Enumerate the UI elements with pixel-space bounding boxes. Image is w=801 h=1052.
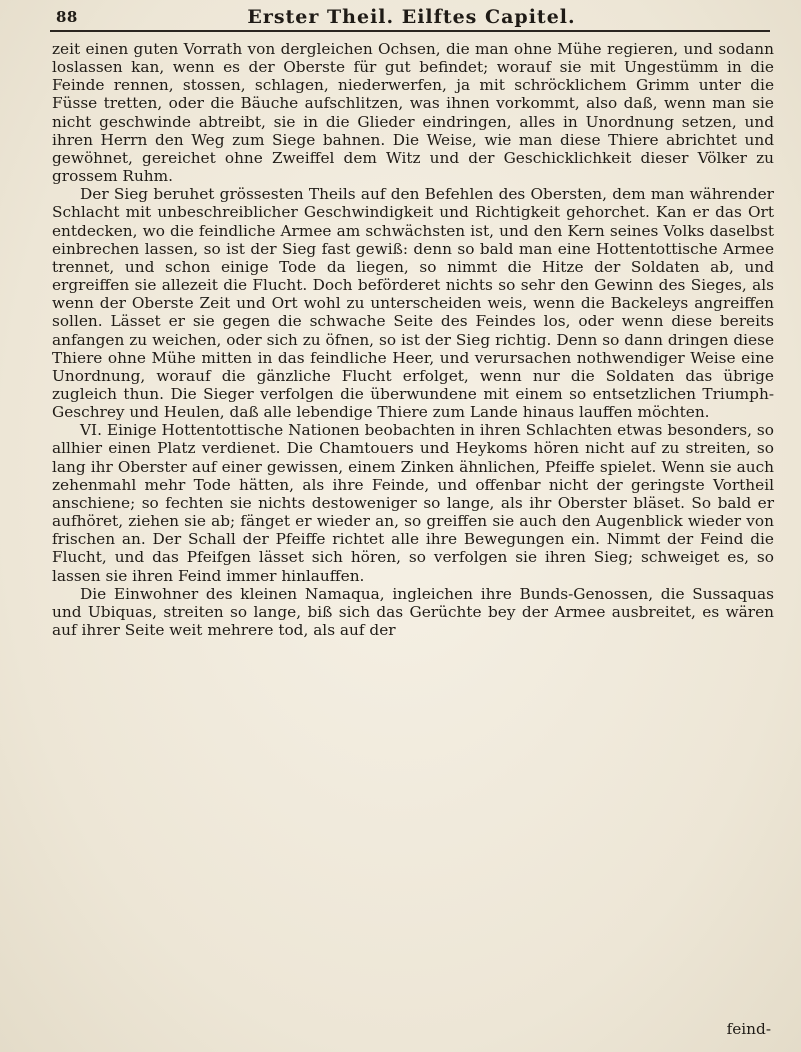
catchword: feind- [726,1020,771,1038]
page-header [54,6,769,30]
paragraph: zeit einen guten Vorrath von dergleichen Ochsen, die man ohne Mühe regieren, und sodann loslassen kan, wenn es der Oberste für gut befindet; worauf sie mit Ungestümm in die Feinde rennen, stossen, schlagen, niederwerfen, ja mit schröcklichem Grimm unter die Füsse tretten, oder die Bäuche aufschlitzen, was ihnen vorkommt, also daß, wenn man sie nicht geschwinde abtreibt, sie in die Glieder eindringen, alles in Unordnung setzen, und ihren Herrn den Weg zum Siege bahnen. Die Weise, wie man diese Thiere abrichtet und gewöhnet, gereichet ohne Zweiffel dem Witz und der Geschicklichkeit dieser Völker zu grossem Ruhm. [52,40,774,186]
paragraph: Der Sieg beruhet grössesten Theils auf den Befehlen des Obersten, dem man währender Schlacht mit unbeschreiblicher Geschwindigkeit und Richtigkeit gehorchet. Kan er das Ort entdecken, wo die feindliche Armee am schwächsten ist, und den Kern seines Volks daselbst einbrechen lassen, so ist der Sieg fast gewiß: denn so bald man eine Hottentottische Armee trennet, und schon einige Tode da liegen, so nimmt die Hitze der Soldaten ab, und ergreiffen sie allezeit die Flucht. Doch beförderet nichts so sehr den Gewinn des Sieges, als wenn der Oberste Zeit und Ort wohl zu unterscheiden weis, wenn die Backeleys angreiffen sollen. Lässet er sie gegen die schwache Seite des Feindes los, oder wenn diese bereits anfangen zu weichen, oder sich zu öfnen, so ist der Sieg richtig. Denn so dann dringen diese Thiere ohne Mühe mitten in das feindliche Heer, und verursachen nothwendiger Weise eine Unordnung, worauf die gänzliche Flucht erfolget, wenn nur die Soldaten das übrige zugleich thun. Die Sieger verfolgen die überwundene mit einem so entsetzlichen Triumph-Geschrey und Heulen, daß alle lebendige Thiere zum Lande hinaus lauffen möchten. [52,185,774,422]
header-rule [50,30,770,32]
paragraph-section-vi: VI. Einige Hottentottische Nationen beobachten in ihren Schlachten etwas besonders, so allhier einen Platz verdienet. Die Chamtouers und Heykoms hören nicht auf zu streiten, so lang ihr Oberster auf einer gewissen, einem Zinken ähnlichen, Pfeiffe spielet. Wenn sie auch zehenmahl mehr Tode hätten, als ihre Feinde, und offenbar nicht der geringste Vortheil anschiene; so fechten sie nichts destoweniger so lange, als ihr Oberster bläset. So bald er aufhöret, ziehen sie ab; fänget er wieder an, so greiffen sie auch den Augenblick wieder von frischen an. Der Schall der Pfeiffe richtet alle ihre Bewegungen ein. Nimmt der Feind die Flucht, und das Pfeifgen lässet sich hören, so verfolgen sie ihren Sieg; schweiget es, so lassen sie ihren Feind immer hinlauffen. [52,421,774,585]
page-number: 88 [56,8,78,26]
running-title: Erster Theil. Eilftes Capitel. [247,6,576,28]
body-text [52,40,774,639]
paragraph: Die Einwohner des kleinen Namaqua, ingleichen ihre Bunds-Genossen, die Sussaquas und Ubiquas, streiten so lange, biß sich das Gerüchte bey der Armee ausbreitet, es wären auf ihrer Seite weit mehrere tod, als auf der [52,584,774,639]
